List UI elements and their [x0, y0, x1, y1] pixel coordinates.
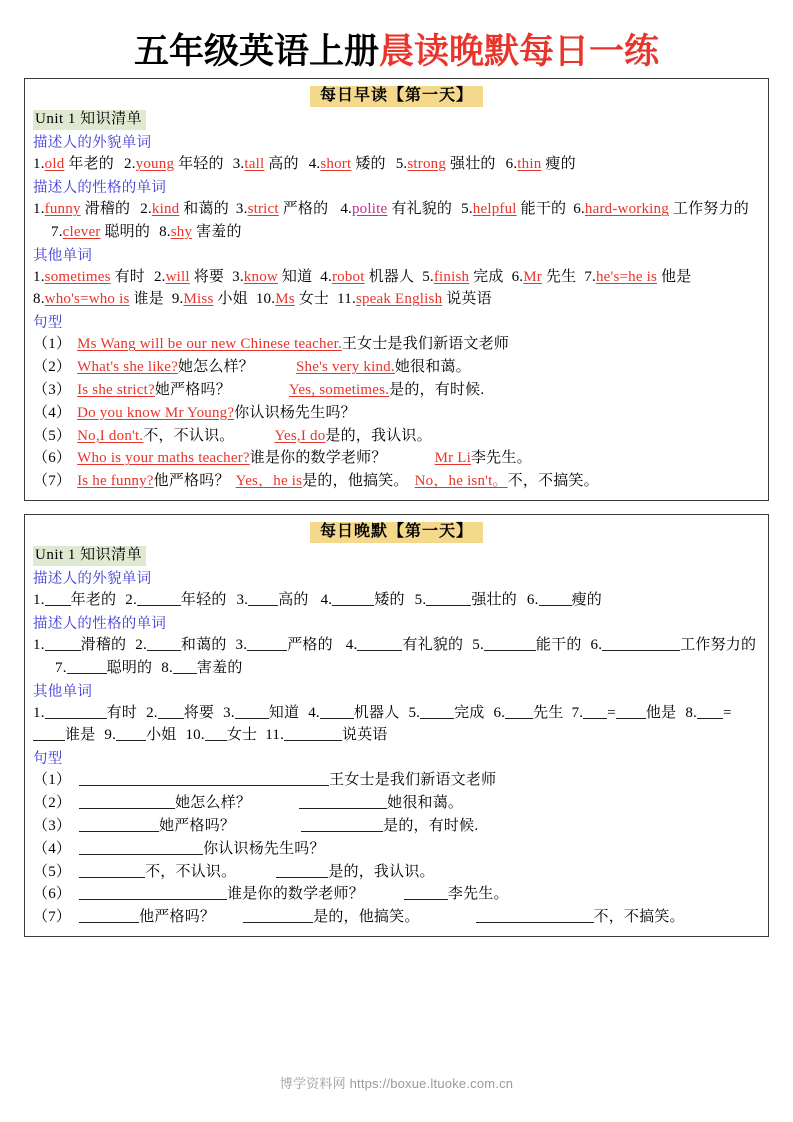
answer-word: hard-working: [584, 201, 669, 218]
answer-blank[interactable]: [284, 726, 342, 741]
item-number: 8.: [161, 659, 173, 676]
answer-word: Miss: [183, 291, 214, 308]
answer-blank[interactable]: [276, 862, 328, 877]
pattern-number: （5）: [33, 427, 72, 444]
answer-word: finish: [433, 268, 470, 285]
item-meaning: 谁是: [65, 727, 96, 744]
item-number: 6.: [505, 156, 518, 173]
pattern-number: （2）: [33, 795, 72, 812]
item-meaning: 他是: [661, 268, 692, 285]
item-meaning: 聪明的: [106, 659, 153, 676]
item-meaning: 机器人: [353, 704, 400, 721]
item-number: 11.: [337, 291, 356, 308]
item-meaning: 完成: [454, 704, 485, 721]
pattern-number: （6）: [33, 450, 72, 467]
answer-blank[interactable]: [697, 704, 723, 719]
item-meaning: 和蔼的: [180, 637, 227, 654]
answer-word: know: [243, 268, 278, 285]
item-meaning: 小姐: [146, 727, 177, 744]
pattern-cn: 他严格吗？: [153, 473, 230, 490]
answer-word: short: [320, 156, 352, 173]
item-number: 5.: [395, 156, 408, 173]
answer-blank[interactable]: [137, 591, 181, 606]
item-number: 9.: [104, 727, 117, 744]
pattern-en: Do you know Mr Young?: [77, 404, 235, 421]
evening-unit-label: Unit 1 知识清单: [33, 546, 146, 566]
item-number: 2.: [146, 704, 158, 721]
page-title-red: 晨读晚默每日一练: [379, 32, 660, 71]
item-number: 5.: [461, 201, 473, 218]
item-meaning: 谁是: [133, 291, 164, 308]
answer-blank[interactable]: [67, 658, 107, 673]
evening-unit-line: [33, 546, 760, 566]
pattern-number: （5）: [33, 863, 72, 880]
pattern-cn-answer: 是的，我认识。: [328, 863, 435, 880]
equals-sign: =: [607, 704, 616, 721]
pattern-line: [33, 906, 760, 929]
answer-blank[interactable]: [116, 726, 146, 741]
item-number: 4.: [320, 268, 332, 285]
item-number: 1.: [33, 268, 45, 285]
item-number: 7.: [55, 659, 67, 676]
answer-word: thin: [517, 156, 542, 173]
item-meaning: 滑稽的: [80, 637, 127, 654]
evening-other-heading: 其他单词: [33, 683, 93, 700]
item-number: 1.: [33, 156, 45, 173]
item-number: 5.: [472, 637, 484, 654]
item-meaning: 年老的: [70, 592, 117, 609]
answer-word: will: [165, 268, 190, 285]
item-meaning: 矮的: [374, 592, 405, 609]
pattern-number: （2）: [33, 359, 72, 376]
answer-blank[interactable]: [147, 636, 181, 651]
item-meaning: 瘦的: [571, 592, 602, 609]
morning-unit-label: Unit 1 知识清单: [33, 110, 146, 130]
item-number: 6.: [526, 592, 539, 609]
answer-word: tall: [244, 156, 265, 173]
equals-sign: =: [722, 704, 732, 721]
pattern-en: Is he funny?: [77, 473, 154, 490]
item-number: 5.: [414, 592, 427, 609]
pattern-cn-answer: 是的，他搞笑。: [313, 909, 420, 926]
item-meaning: 聪明的: [104, 223, 151, 240]
item-number: 3.: [236, 592, 249, 609]
item-number: 4.: [308, 704, 320, 721]
pattern-number: （1）: [33, 336, 72, 353]
item-number: 1.: [33, 201, 45, 218]
pattern-en-answer: Yes, sometimes.: [288, 382, 390, 399]
item-meaning: 说英语: [446, 291, 492, 308]
item-number: 6.: [573, 201, 585, 218]
pattern-en: No,I don't.: [77, 427, 144, 444]
answer-blank[interactable]: [79, 771, 329, 786]
item-meaning: 害羞的: [196, 223, 242, 240]
item-number: 2.: [140, 201, 152, 218]
item-number: 10.: [255, 291, 276, 308]
answer-blank[interactable]: [484, 636, 536, 651]
answer-word: Mr: [523, 268, 542, 285]
answer-word: he's=he is: [595, 268, 658, 285]
item-number: 1.: [33, 637, 45, 654]
item-number: 4.: [345, 637, 358, 654]
item-meaning: 工作努力的: [680, 637, 757, 654]
pattern-cn-answer: 是的，他搞笑。: [302, 473, 409, 490]
item-number: 3.: [223, 704, 235, 721]
pattern-cn-answer: 李先生。: [447, 886, 509, 903]
answer-blank[interactable]: [173, 658, 197, 673]
item-meaning: 机器人: [368, 268, 415, 285]
morning-section: [24, 78, 769, 501]
morning-banner: 每日早读【第一天】: [310, 86, 483, 107]
pattern-number: （4）: [33, 840, 72, 857]
item-meaning: 年轻的: [178, 156, 224, 173]
pattern-cn-answer-2: 不，不搞笑。: [507, 473, 599, 490]
pattern-line: [33, 883, 760, 906]
answer-word: sometimes: [44, 268, 111, 285]
evening-appearance-heading: 描述人的外貌单词: [33, 571, 152, 588]
item-meaning: 将要: [193, 268, 225, 285]
item-meaning: 年轻的: [180, 592, 227, 609]
item-meaning: 有时: [106, 704, 138, 721]
pattern-line: [33, 402, 760, 425]
answer-word: speak English: [355, 291, 443, 308]
item-number: 4.: [340, 201, 352, 218]
answer-word: shy: [170, 223, 193, 240]
pattern-cn-answer: 她很和蔼。: [387, 795, 464, 812]
item-number: 2.: [153, 268, 166, 285]
item-number: 10.: [185, 727, 205, 744]
item-number: 11.: [265, 727, 285, 744]
answer-blank[interactable]: [505, 704, 533, 719]
answer-blank[interactable]: [79, 840, 203, 855]
answer-word: strict: [247, 201, 279, 218]
item-number: 6.: [511, 268, 524, 285]
pattern-en: Is she strict?: [77, 382, 155, 399]
answer-blank[interactable]: [235, 704, 269, 719]
item-meaning: 高的: [268, 156, 299, 173]
pattern-en: Ms Wang will be our new Chinese teacher.: [77, 336, 342, 353]
morning-other-heading: 其他单词: [33, 247, 93, 264]
item-meaning: 能干的: [520, 201, 567, 218]
evening-patterns: [33, 769, 760, 929]
pattern-en-answer-2: No，he isn't。: [414, 473, 508, 490]
pattern-cn: 她怎么样？: [175, 795, 252, 812]
item-meaning: 知道: [268, 704, 300, 721]
morning-pattern-heading: 句型: [33, 315, 63, 332]
answer-word: funny: [44, 201, 81, 218]
answer-blank[interactable]: [357, 636, 402, 651]
item-number: 3.: [235, 201, 248, 218]
item-meaning: 高的: [278, 592, 309, 609]
answer-blank[interactable]: [45, 704, 107, 719]
pattern-cn: 她严格吗？: [159, 818, 236, 835]
pattern-cn: 王女士是我们新语文老师: [341, 336, 510, 353]
pattern-cn-answer: 李先生。: [470, 450, 532, 467]
answer-word: robot: [331, 268, 365, 285]
answer-blank[interactable]: [332, 591, 374, 606]
page-title-black: 五年级英语上册: [133, 32, 379, 71]
answer-blank[interactable]: [247, 636, 287, 651]
evening-personality-blanks: [33, 634, 760, 678]
morning-appearance-words: [33, 153, 760, 175]
item-meaning: 滑稽的: [84, 201, 131, 218]
answer-blank[interactable]: [420, 704, 454, 719]
watermark: 博学资料网 https://boxue.ltuoke.com.cn: [279, 1076, 514, 1091]
item-number: 8.: [685, 704, 697, 721]
item-meaning: 说英语: [342, 727, 388, 744]
answer-blank[interactable]: [602, 636, 680, 651]
answer-blank[interactable]: [539, 591, 572, 606]
item-number: 4.: [308, 156, 321, 173]
morning-patterns: [33, 333, 760, 493]
pattern-en-answer: Mr Li: [434, 450, 471, 467]
pattern-line: [33, 425, 760, 448]
evening-section: [24, 514, 769, 937]
pattern-line: [33, 379, 760, 402]
answer-blank[interactable]: [205, 726, 227, 741]
item-meaning: 小姐: [217, 291, 248, 308]
item-meaning: 女士: [298, 291, 330, 308]
page-title: [0, 0, 793, 78]
item-number: 3.: [232, 268, 244, 285]
answer-word: young: [135, 156, 175, 173]
pattern-line: [33, 861, 760, 884]
pattern-number: （3）: [33, 382, 72, 399]
morning-banner-wrap: [33, 86, 760, 107]
answer-blank[interactable]: [301, 817, 383, 832]
item-meaning: 年老的: [68, 156, 114, 173]
item-meaning: 和蔼的: [183, 201, 229, 218]
item-number: 1.: [33, 592, 45, 609]
answer-blank[interactable]: [79, 885, 227, 900]
pattern-en-answer: She's very kind.: [296, 359, 395, 376]
pattern-en-answer: Yes，he is: [235, 473, 303, 490]
item-meaning: 有礼貌的: [402, 637, 464, 654]
item-number: 1.: [33, 704, 45, 721]
pattern-cn-answer-2: 不，不搞笑。: [593, 909, 685, 926]
item-number: 5.: [422, 268, 434, 285]
answer-blank[interactable]: [158, 704, 184, 719]
pattern-line: [33, 769, 760, 792]
item-number: 9.: [171, 291, 184, 308]
item-meaning: 先生: [545, 268, 577, 285]
item-number: 4.: [320, 592, 333, 609]
evening-other-blanks: [33, 702, 760, 746]
pattern-cn: 谁是你的数学老师？: [249, 450, 387, 467]
pattern-en-answer: Yes,I do: [274, 427, 326, 444]
item-meaning: 强壮的: [471, 592, 517, 609]
answer-word: kind: [151, 201, 180, 218]
pattern-line: [33, 470, 760, 493]
answer-blank[interactable]: [616, 704, 646, 719]
pattern-en: What's she like?: [77, 359, 178, 376]
item-meaning: 能干的: [535, 637, 582, 654]
item-meaning: 女士: [226, 727, 258, 744]
answer-blank[interactable]: [248, 591, 278, 606]
evening-pattern-heading: 句型: [33, 751, 63, 768]
item-meaning: 严格的: [287, 637, 333, 654]
pattern-line: [33, 356, 760, 379]
pattern-cn: 他严格吗？: [139, 909, 216, 926]
pattern-cn-answer: 她很和蔼。: [394, 359, 471, 376]
answer-blank[interactable]: [320, 704, 354, 719]
pattern-line: [33, 792, 760, 815]
pattern-cn: 王女士是我们新语文老师: [329, 772, 497, 789]
answer-word: strong: [407, 156, 447, 173]
pattern-number: （6）: [33, 886, 72, 903]
item-meaning: 瘦的: [545, 156, 576, 173]
morning-unit-line: [33, 110, 760, 130]
item-meaning: 先生: [533, 704, 564, 721]
item-meaning: 矮的: [355, 156, 386, 173]
answer-word: old: [44, 156, 65, 173]
item-meaning: 知道: [281, 268, 313, 285]
pattern-line: [33, 333, 760, 356]
morning-appearance-heading: 描述人的外貌单词: [33, 135, 152, 151]
answer-blank[interactable]: [426, 591, 471, 606]
item-number: 2.: [135, 637, 147, 654]
item-number: 7.: [584, 268, 596, 285]
pattern-cn: 你认识杨先生吗？: [234, 404, 356, 421]
pattern-line: [33, 447, 760, 470]
pattern-cn: 不，不认识。: [145, 863, 237, 880]
morning-other-words: [33, 266, 760, 310]
item-meaning: 严格的: [282, 201, 329, 218]
answer-blank[interactable]: [79, 908, 139, 923]
pattern-number: （4）: [33, 404, 72, 421]
answer-blank[interactable]: [45, 636, 81, 651]
item-number: 6.: [493, 704, 506, 721]
evening-appearance-blanks: [33, 589, 760, 611]
answer-blank[interactable]: [476, 908, 594, 923]
morning-personality-words: [33, 198, 760, 242]
evening-banner-wrap: [33, 522, 760, 543]
item-meaning: 强壮的: [450, 156, 496, 173]
morning-personality-heading: 描述人的性格的单词: [33, 180, 167, 197]
evening-banner: 每日晚默【第一天】: [310, 522, 483, 543]
pattern-number: （1）: [33, 772, 72, 789]
pattern-line: [33, 815, 760, 838]
item-number: 8.: [159, 223, 171, 240]
answer-blank[interactable]: [79, 817, 159, 832]
item-meaning: 完成: [473, 268, 504, 285]
answer-word: polite: [351, 201, 388, 218]
item-meaning: 有时: [114, 268, 145, 285]
answer-blank[interactable]: [45, 591, 71, 606]
item-number: 3.: [232, 156, 245, 173]
answer-word: helpful: [472, 201, 517, 218]
pattern-en: Who is your maths teacher?: [77, 450, 250, 467]
answer-blank[interactable]: [33, 726, 65, 741]
pattern-cn: 她怎么样？: [177, 359, 254, 376]
item-meaning: 害羞的: [196, 659, 243, 676]
evening-personality-heading: 描述人的性格的单词: [33, 616, 167, 633]
item-meaning: 将要: [183, 704, 215, 721]
item-meaning: 有礼貌的: [391, 201, 453, 218]
pattern-number: （3）: [33, 818, 72, 835]
item-number: 3.: [235, 637, 248, 654]
answer-blank[interactable]: [583, 704, 607, 719]
item-number: 2.: [124, 156, 136, 173]
answer-blank[interactable]: [79, 862, 145, 877]
item-meaning: 他是: [645, 704, 677, 721]
pattern-cn: 你认识杨先生吗？: [203, 840, 325, 857]
pattern-cn-answer: 是的，我认识。: [325, 427, 432, 444]
item-number: 2.: [125, 592, 137, 609]
answer-blank[interactable]: [404, 885, 448, 900]
item-number: 8.: [33, 291, 45, 308]
answer-word: clever: [62, 223, 101, 240]
pattern-cn: 不，不认识。: [143, 427, 235, 444]
item-meaning: 工作努力的: [672, 201, 749, 218]
pattern-number: （7）: [33, 473, 72, 490]
pattern-cn: 谁是你的数学老师？: [227, 886, 364, 903]
pattern-cn-answer: 是的，有时候.: [383, 818, 479, 835]
answer-word: Ms: [275, 291, 295, 308]
item-number: 5.: [408, 704, 421, 721]
answer-word: who's=who is: [44, 291, 130, 308]
answer-blank[interactable]: [79, 794, 175, 809]
item-number: 7.: [571, 704, 584, 721]
item-number: 7.: [51, 223, 63, 240]
answer-blank[interactable]: [299, 794, 387, 809]
answer-blank[interactable]: [243, 908, 313, 923]
pattern-line: [33, 838, 760, 861]
item-number: 6.: [590, 637, 603, 654]
pattern-cn-answer: 是的，有时候.: [389, 382, 485, 399]
pattern-cn: 她严格吗？: [154, 382, 231, 399]
pattern-number: （7）: [33, 909, 72, 926]
